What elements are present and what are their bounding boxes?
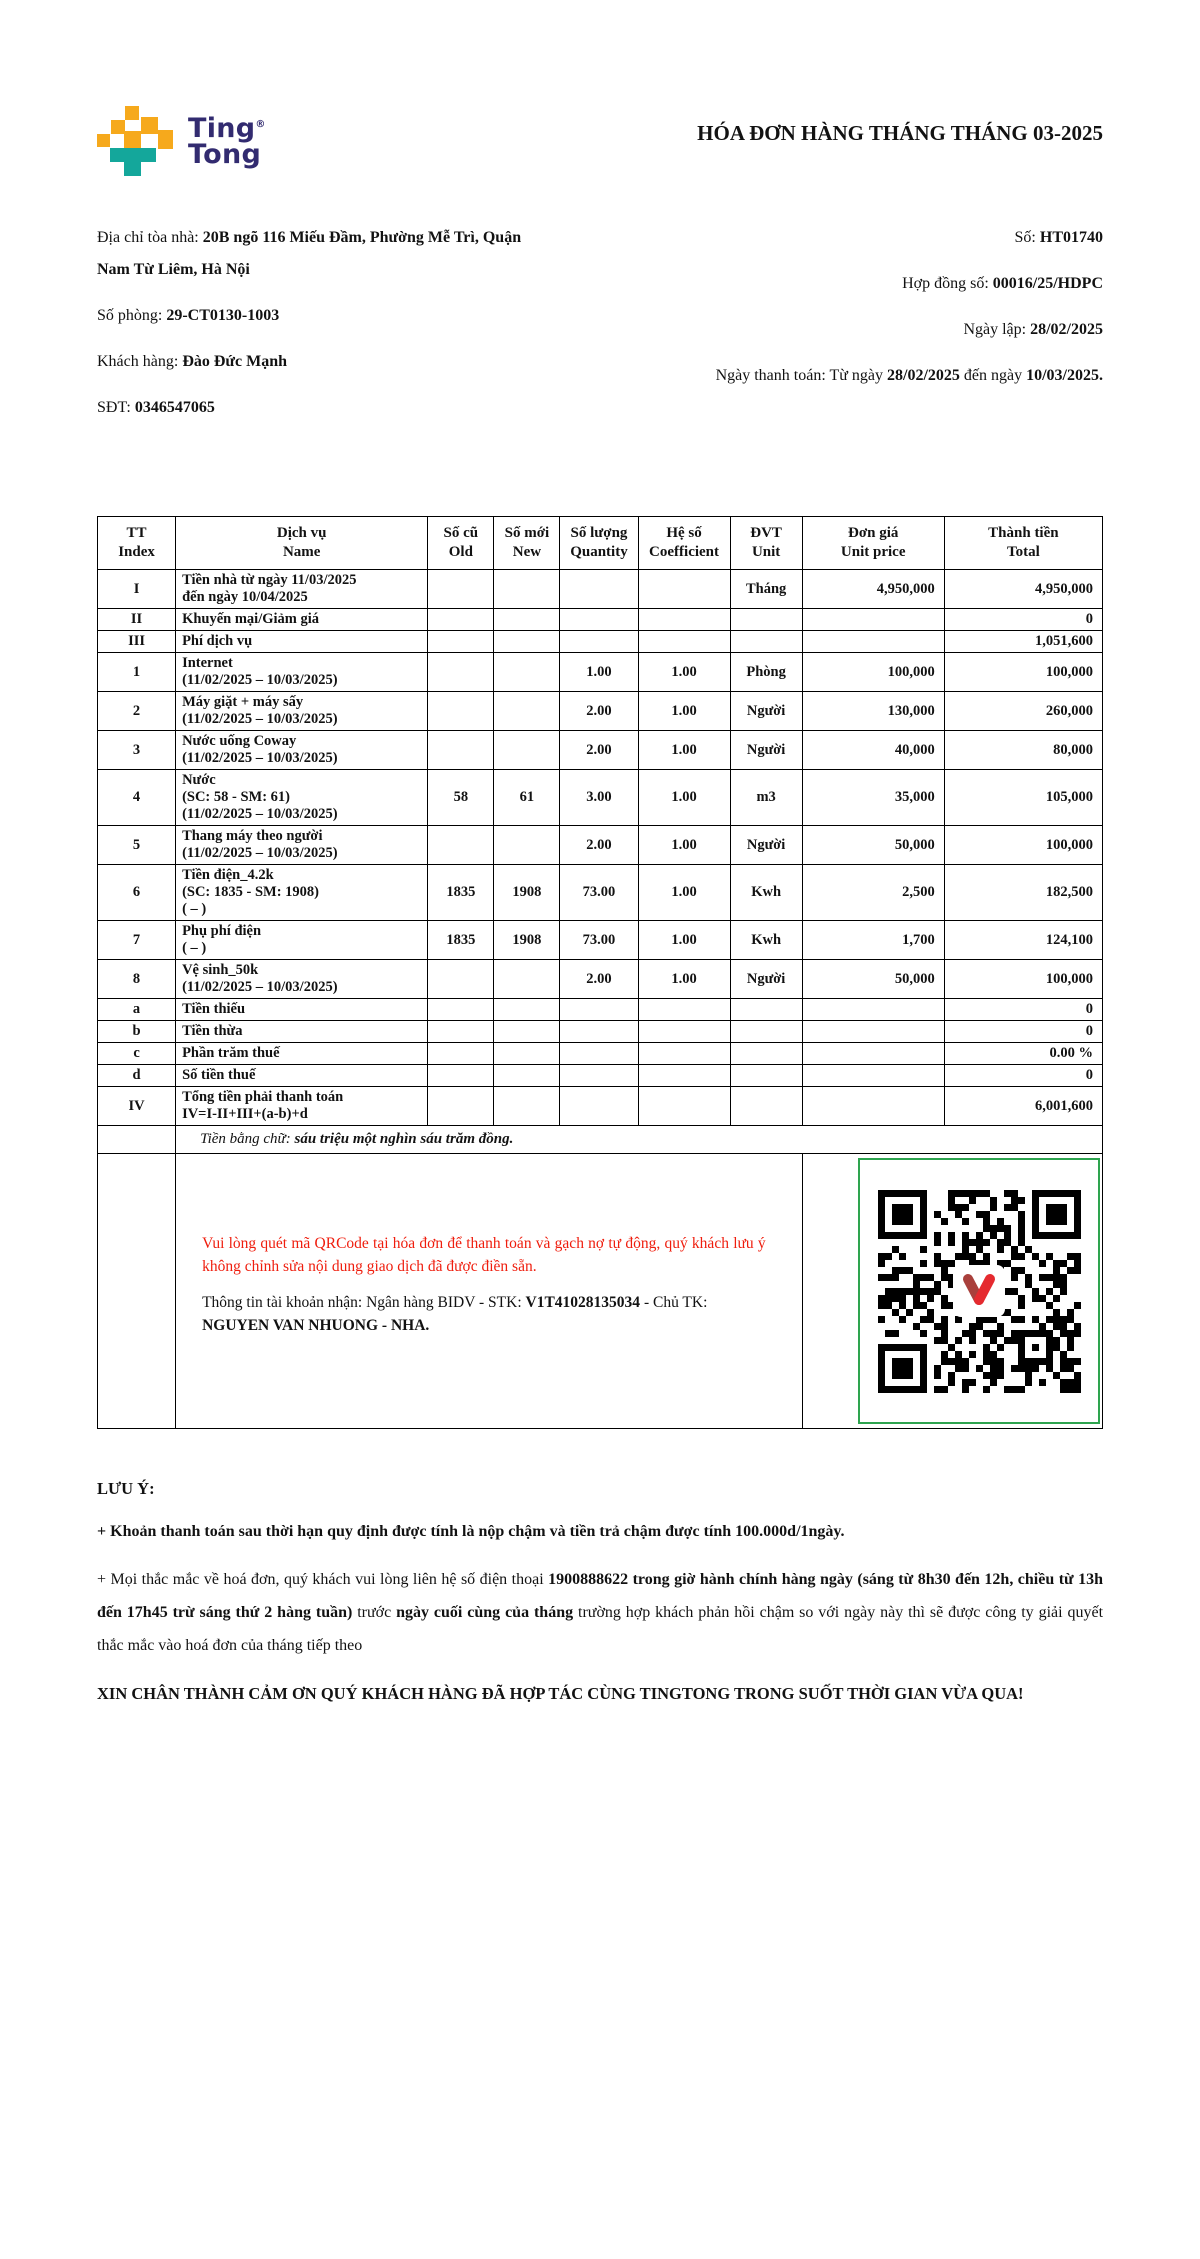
cell-tt: 1: [98, 653, 176, 692]
table-row: [98, 731, 1103, 770]
table-row: [98, 1065, 1103, 1087]
cell-name: Thang máy theo người (11/02/2025 – 10/03/2025): [176, 826, 428, 865]
info-line: SĐT: 0346547065: [97, 399, 215, 416]
column-header: Số mới New: [494, 517, 560, 570]
column-header: Số lượng Quantity: [560, 517, 638, 570]
info-line: Số phòng: 29-CT0130-1003: [97, 307, 280, 324]
notes-heading: LƯU Ý:: [97, 1479, 155, 1498]
cell-total: 105,000: [944, 770, 1102, 826]
cell-total: 100,000: [944, 826, 1102, 865]
invoice-meta: [716, 222, 1103, 438]
cell-name: Vệ sinh_50k (11/02/2025 – 10/03/2025): [176, 960, 428, 999]
tingtong-logo-text: [188, 112, 266, 168]
info-line: Địa chỉ tòa nhà: 20B ngõ 116 Miếu Đầm, Phường Mễ Trì, Quận Nam Từ Liêm, Hà Nội: [97, 229, 522, 278]
table-row: [98, 921, 1103, 960]
cell-price: [802, 1087, 944, 1126]
charges-table: [97, 516, 1103, 1429]
cell-qty: [560, 1043, 638, 1065]
cell-old: [428, 826, 494, 865]
invoice-title: HÓA ĐƠN HÀNG THÁNG THÁNG 03-2025: [697, 121, 1103, 145]
qr-payment-row: [98, 1154, 1103, 1429]
info-line: Khách hàng: Đào Đức Mạnh: [97, 353, 288, 370]
cell-name: Tiền thiếu: [176, 999, 428, 1021]
cell-price: 130,000: [802, 692, 944, 731]
cell-coef: [638, 1065, 730, 1087]
info-line: Hợp đồng số: 00016/25/HDPC: [902, 275, 1103, 292]
note-item: + Khoản thanh toán sau thời hạn quy định được tính là nộp chậm và tiền trả chậm được tính 100.000d/1ngày.: [97, 1523, 845, 1540]
cell-qty: [560, 1065, 638, 1087]
cell-old: [428, 570, 494, 609]
cell-total: 182,500: [944, 865, 1102, 921]
cell-tt: c: [98, 1043, 176, 1065]
cell-unit: Người: [730, 731, 802, 770]
cell-tt: 4: [98, 770, 176, 826]
cell-tt: II: [98, 609, 176, 631]
column-header: Dịch vụ Name: [176, 517, 428, 570]
table-header-row: [98, 517, 1103, 570]
tingtong-logo-icon: [97, 106, 175, 178]
cell-unit: [730, 999, 802, 1021]
cell-total: 100,000: [944, 653, 1102, 692]
cell-total: 0.00 %: [944, 1043, 1102, 1065]
cell-old: 1835: [428, 921, 494, 960]
cell-price: 1,700: [802, 921, 944, 960]
amount-in-words-row: [98, 1126, 1103, 1154]
amount-in-words: Tiền bằng chữ: sáu triệu một nghìn sáu trăm đồng.: [176, 1126, 1103, 1154]
cell-old: [428, 631, 494, 653]
cell-unit: [730, 609, 802, 631]
table-row: [98, 770, 1103, 826]
cell-name: Tiền thừa: [176, 1021, 428, 1043]
cell-old: [428, 960, 494, 999]
cell-name: Phí dịch vụ: [176, 631, 428, 653]
document-header: [97, 0, 1103, 178]
cell-price: 40,000: [802, 731, 944, 770]
cell-new: [494, 653, 560, 692]
cell-qty: 1.00: [560, 653, 638, 692]
cell-total: 4,950,000: [944, 570, 1102, 609]
cell-name: Tiền nhà từ ngày 11/03/2025 đến ngày 10/04/2025: [176, 570, 428, 609]
cell-tt: 7: [98, 921, 176, 960]
cell-tt: a: [98, 999, 176, 1021]
cell-coef: 1.00: [638, 731, 730, 770]
tingtong-logo: [97, 106, 266, 178]
cell-name: Tổng tiền phải thanh toán IV=I-II+III+(a-b)+d: [176, 1087, 428, 1126]
cell-unit: [730, 1043, 802, 1065]
cell-name: Nước uống Coway (11/02/2025 – 10/03/2025): [176, 731, 428, 770]
vietqr-logo-icon: [953, 1265, 1005, 1317]
cell-qty: 2.00: [560, 826, 638, 865]
cell-qty: 2.00: [560, 731, 638, 770]
cell-coef: 1.00: [638, 921, 730, 960]
table-row: [98, 692, 1103, 731]
cell-old: [428, 1043, 494, 1065]
qr-code: [878, 1190, 1081, 1393]
cell-old: [428, 1087, 494, 1126]
cell-qty: 2.00: [560, 692, 638, 731]
cell-coef: 1.00: [638, 770, 730, 826]
table-row: [98, 960, 1103, 999]
cell-new: 61: [494, 770, 560, 826]
cell-price: 4,950,000: [802, 570, 944, 609]
cell-price: 50,000: [802, 960, 944, 999]
empty-cell: [98, 1154, 176, 1429]
cell-qty: 2.00: [560, 960, 638, 999]
cell-price: [802, 609, 944, 631]
cell-unit: Người: [730, 692, 802, 731]
thanks-note: XIN CHÂN THÀNH CẢM ƠN QUÝ KHÁCH HÀNG ĐÃ HỢP TÁC CÙNG TINGTONG TRONG SUỐT THỜI GIAN VỪA QUA!: [97, 1684, 1024, 1703]
cell-unit: [730, 1021, 802, 1043]
customer-info: [97, 222, 557, 438]
invoice-info: [97, 222, 1103, 438]
cell-tt: 5: [98, 826, 176, 865]
info-line: Ngày lập: 28/02/2025: [963, 321, 1103, 338]
notes-list: [97, 1515, 1103, 1662]
cell-price: [802, 1065, 944, 1087]
logo-word-tong: Tong: [188, 139, 262, 170]
cell-coef: [638, 999, 730, 1021]
cell-qty: [560, 999, 638, 1021]
cell-coef: 1.00: [638, 865, 730, 921]
column-header: Số cũ Old: [428, 517, 494, 570]
cell-unit: Người: [730, 826, 802, 865]
cell-tt: IV: [98, 1087, 176, 1126]
cell-new: [494, 826, 560, 865]
table-row: [98, 999, 1103, 1021]
cell-coef: 1.00: [638, 960, 730, 999]
table-row: [98, 1087, 1103, 1126]
table-row: [98, 631, 1103, 653]
cell-tt: III: [98, 631, 176, 653]
column-header: Thành tiền Total: [944, 517, 1102, 570]
cell-tt: 2: [98, 692, 176, 731]
cell-old: [428, 692, 494, 731]
cell-total: 260,000: [944, 692, 1102, 731]
cell-coef: [638, 570, 730, 609]
cell-total: 80,000: [944, 731, 1102, 770]
column-header: ĐVT Unit: [730, 517, 802, 570]
cell-name: Internet (11/02/2025 – 10/03/2025): [176, 653, 428, 692]
cell-new: [494, 731, 560, 770]
cell-qty: 73.00: [560, 865, 638, 921]
cell-price: 50,000: [802, 826, 944, 865]
cell-coef: 1.00: [638, 692, 730, 731]
cell-unit: Phòng: [730, 653, 802, 692]
cell-coef: 1.00: [638, 826, 730, 865]
cell-coef: [638, 1087, 730, 1126]
qr-code-frame: [858, 1158, 1100, 1424]
cell-total: 124,100: [944, 921, 1102, 960]
cell-old: [428, 609, 494, 631]
cell-coef: [638, 1043, 730, 1065]
qr-scan-note: Vui lòng quét mã QRCode tại hóa đơn để thanh toán và gạch nợ tự động, quý khách lưu ý không chỉnh sửa nội dung giao dịch đã được điền sẵn.: [202, 1235, 766, 1275]
cell-tt: d: [98, 1065, 176, 1087]
cell-price: 100,000: [802, 653, 944, 692]
cell-qty: [560, 609, 638, 631]
table-row: [98, 609, 1103, 631]
cell-old: [428, 653, 494, 692]
cell-old: 58: [428, 770, 494, 826]
cell-new: [494, 609, 560, 631]
cell-total: 0: [944, 1021, 1102, 1043]
bank-account-info: Thông tin tài khoản nhận: Ngân hàng BIDV - STK: V1T41028135034 - Chủ TK: NGUYEN VAN NHUONG - NHA.: [202, 1294, 708, 1334]
cell-unit: Tháng: [730, 570, 802, 609]
cell-name: Máy giặt + máy sấy (11/02/2025 – 10/03/2025): [176, 692, 428, 731]
cell-tt: b: [98, 1021, 176, 1043]
cell-price: [802, 1043, 944, 1065]
cell-unit: m3: [730, 770, 802, 826]
cell-unit: [730, 1065, 802, 1087]
cell-coef: 1.00: [638, 653, 730, 692]
cell-unit: [730, 1087, 802, 1126]
cell-tt: 6: [98, 865, 176, 921]
table-row: [98, 570, 1103, 609]
cell-qty: 3.00: [560, 770, 638, 826]
cell-price: 2,500: [802, 865, 944, 921]
cell-name: Nước (SC: 58 - SM: 61) (11/02/2025 – 10/03/2025): [176, 770, 428, 826]
cell-new: [494, 1043, 560, 1065]
cell-name: Khuyến mại/Giảm giá: [176, 609, 428, 631]
cell-new: 1908: [494, 921, 560, 960]
registered-mark: ®: [255, 119, 266, 130]
info-line: Ngày thanh toán: Từ ngày 28/02/2025 đến ngày 10/03/2025.: [715, 367, 1103, 384]
table-row: [98, 1021, 1103, 1043]
cell-old: [428, 1021, 494, 1043]
cell-new: 1908: [494, 865, 560, 921]
cell-coef: [638, 1021, 730, 1043]
cell-new: [494, 960, 560, 999]
table-row: [98, 653, 1103, 692]
info-line: Số: HT01740: [1014, 229, 1103, 246]
cell-old: 1835: [428, 865, 494, 921]
note-item: + Mọi thắc mắc về hoá đơn, quý khách vui lòng liên hệ số điện thoại 1900888622 trong giờ hành chính hàng ngày (sáng từ 8h30 đến 12h, chiều từ 13h đến 17h45 trừ sáng thứ 2 hàng tuần) trước ngày cuối cùng của tháng trường hợp khách phản hồi chậm so với ngày này thì sẽ được công ty giải quyết thắc mắc vào hoá đơn của tháng tiếp theo: [97, 1571, 1104, 1654]
column-header: Đơn giá Unit price: [802, 517, 944, 570]
cell-price: [802, 631, 944, 653]
logo-word-ting: Ting: [188, 113, 256, 144]
cell-total: 0: [944, 609, 1102, 631]
cell-tt: 3: [98, 731, 176, 770]
cell-unit: [730, 631, 802, 653]
cell-new: [494, 1087, 560, 1126]
cell-old: [428, 999, 494, 1021]
cell-new: [494, 631, 560, 653]
cell-coef: [638, 631, 730, 653]
cell-total: 0: [944, 1065, 1102, 1087]
cell-price: [802, 1021, 944, 1043]
table-row: [98, 865, 1103, 921]
cell-qty: 73.00: [560, 921, 638, 960]
table-row: [98, 1043, 1103, 1065]
cell-total: 100,000: [944, 960, 1102, 999]
cell-price: 35,000: [802, 770, 944, 826]
cell-unit: Kwh: [730, 865, 802, 921]
cell-total: 0: [944, 999, 1102, 1021]
cell-qty: [560, 570, 638, 609]
payment-instructions: [176, 1154, 803, 1429]
cell-tt: I: [98, 570, 176, 609]
cell-total: 6,001,600: [944, 1087, 1102, 1126]
cell-old: [428, 731, 494, 770]
cell-qty: [560, 1021, 638, 1043]
cell-price: [802, 999, 944, 1021]
table-row: [98, 826, 1103, 865]
cell-name: Phụ phí điện ( – ): [176, 921, 428, 960]
cell-name: Tiền điện_4.2k (SC: 1835 - SM: 1908) ( – ): [176, 865, 428, 921]
cell-name: Số tiền thuế: [176, 1065, 428, 1087]
cell-total: 1,051,600: [944, 631, 1102, 653]
cell-new: [494, 1065, 560, 1087]
cell-unit: Người: [730, 960, 802, 999]
cell-coef: [638, 609, 730, 631]
cell-qty: [560, 1087, 638, 1126]
qr-code-cell: [802, 1154, 1102, 1429]
cell-qty: [560, 631, 638, 653]
column-header: TT Index: [98, 517, 176, 570]
cell-name: Phần trăm thuế: [176, 1043, 428, 1065]
cell-new: [494, 999, 560, 1021]
cell-new: [494, 1021, 560, 1043]
cell-new: [494, 692, 560, 731]
amount-in-words-value: sáu triệu một nghìn sáu trăm đồng.: [294, 1131, 514, 1147]
column-header: Hệ số Coefficient: [638, 517, 730, 570]
cell-new: [494, 570, 560, 609]
cell-unit: Kwh: [730, 921, 802, 960]
footer-notes: [97, 1479, 1103, 1710]
cell-tt: 8: [98, 960, 176, 999]
cell-old: [428, 1065, 494, 1087]
empty-cell: [98, 1126, 176, 1154]
